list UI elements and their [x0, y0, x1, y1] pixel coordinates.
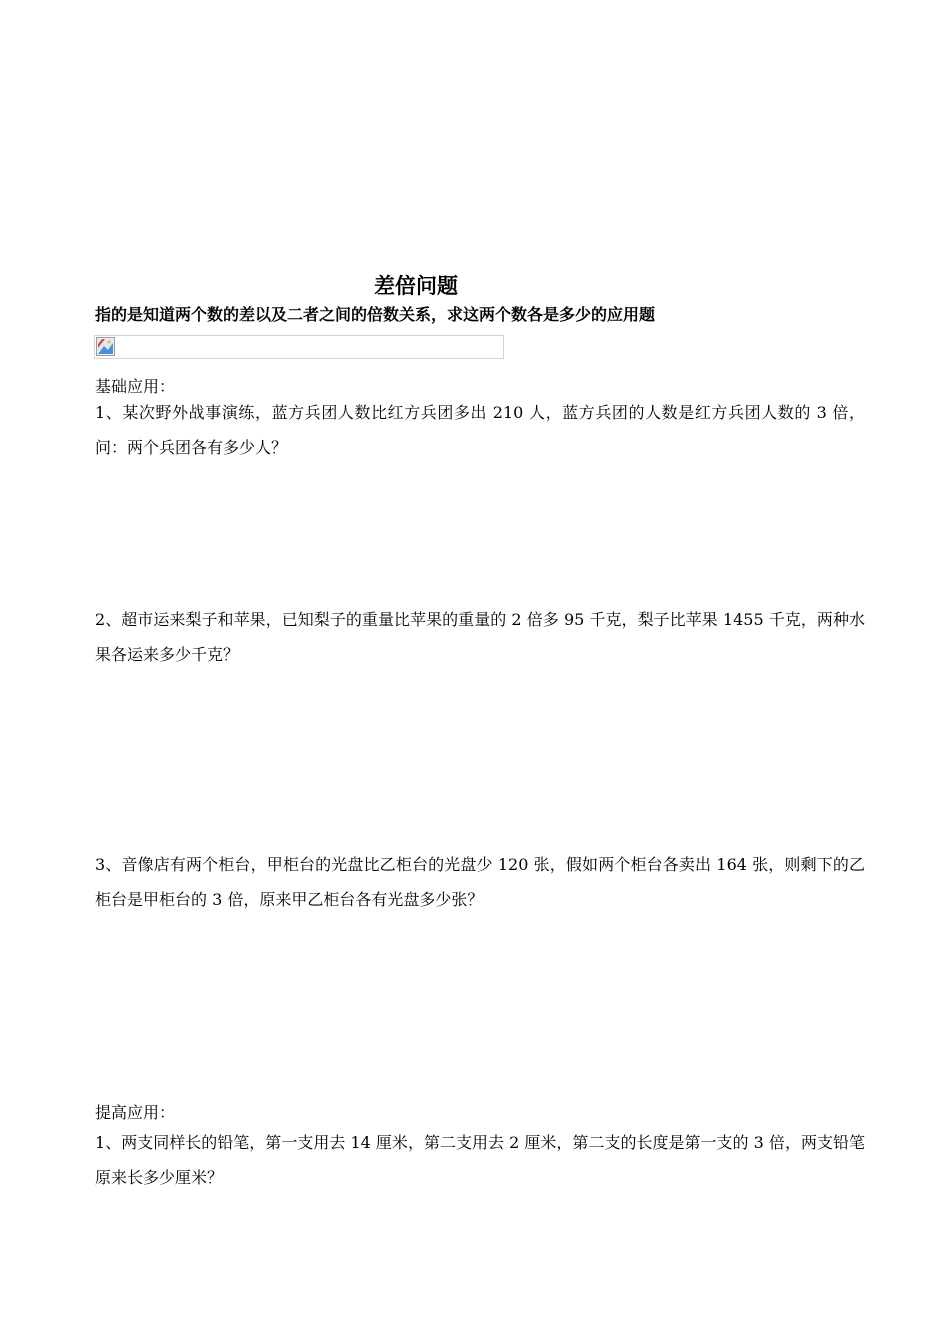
page-subtitle: 指的是知道两个数的差以及二者之间的倍数关系，求这两个数各是多少的应用题: [95, 305, 656, 324]
advanced-problem-1: 1、两支同样长的铅笔，第一支用去 14 厘米，第二支用去 2 厘米，第二支的长度是第一支的 3 倍，两支铅笔原来长多少厘米？: [95, 1133, 865, 1187]
page-title: 差倍问题: [374, 274, 458, 298]
basic-problem-1: 1、某次野外战事演练，蓝方兵团人数比红方兵团多出 210 人，蓝方兵团的人数是红方兵团人数的 3 倍，问：两个兵团各有多少人？: [95, 403, 865, 457]
image-placeholder: [94, 335, 504, 359]
advanced-section-label: 提高应用：: [95, 1103, 176, 1122]
broken-image-icon: [96, 337, 115, 356]
basic-problem-2: 2、超市运来梨子和苹果，已知梨子的重量比苹果的重量的 2 倍多 95 千克，梨子比苹果 1455 千克，两种水果各运来多少千克？: [95, 610, 865, 664]
basic-problem-3: 3、音像店有两个柜台，甲柜台的光盘比乙柜台的光盘少 120 张，假如两个柜台各卖出 164 张，则剩下的乙柜台是甲柜台的 3 倍，原来甲乙柜台各有光盘多少张？: [95, 855, 865, 909]
basic-section-label: 基础应用：: [95, 377, 176, 396]
